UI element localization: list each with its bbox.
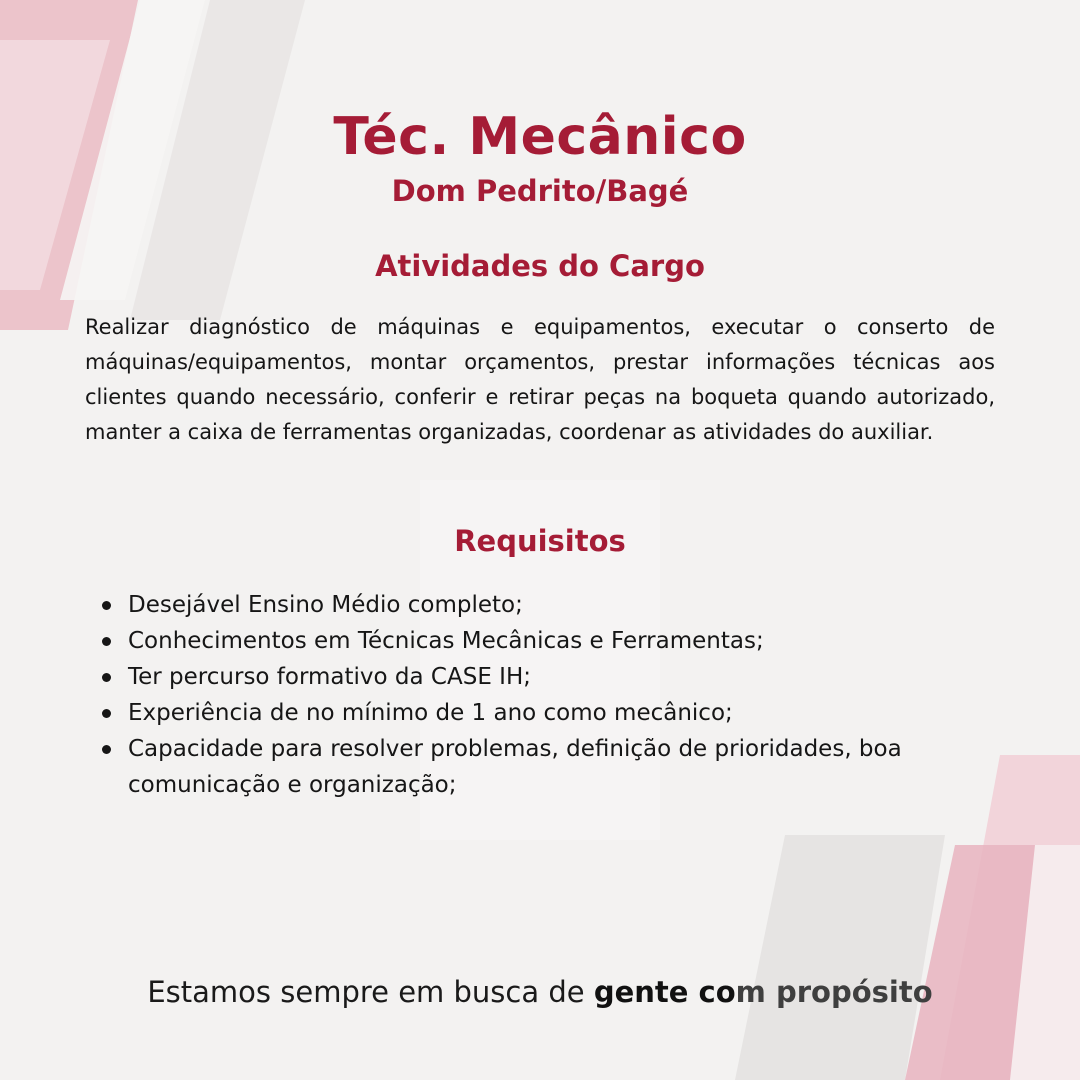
requirement-text: Ter percurso formativo da CASE IH; (128, 664, 531, 690)
job-location: Dom Pedrito/Bagé (391, 174, 689, 208)
requirement-text: Conhecimentos em Técnicas Mecânicas e Ferramentas; (128, 628, 764, 654)
activities-heading: Atividades do Cargo (375, 249, 705, 283)
bullet-dot-icon (102, 709, 111, 718)
bullet-dot-icon (102, 673, 111, 682)
footer-tagline (0, 968, 1080, 1016)
requirements-heading: Requisitos (454, 524, 626, 558)
requirement-item (100, 623, 1000, 659)
job-title: Téc. Mecânico (333, 107, 747, 167)
activities-description: Realizar diagnóstico de máquinas e equipamentos, executar o conserto de máquinas/equipamentos, montar orçamentos, prestar informações técnicas aos clientes quando necessário, conferir e retirar peças na boqueta quando autorizado, manter a caixa de ferramentas organizadas, coordenar as atividades do auxiliar. (85, 315, 995, 444)
bullet-dot-icon (102, 601, 111, 610)
requirement-text: Experiência de no mínimo de 1 ano como mecânico; (128, 700, 733, 726)
requirement-item (100, 731, 1000, 803)
requirement-item (100, 587, 1000, 623)
requirement-text: Capacidade para resolver problemas, definição de prioridades, boa comunicação e organização; (128, 736, 902, 798)
bullet-dot-icon (102, 745, 111, 754)
bullet-dot-icon (102, 637, 111, 646)
requirement-item (100, 659, 1000, 695)
requirement-item (100, 695, 1000, 731)
footer-tagline-bold-grey: m propósito (735, 975, 933, 1009)
requirement-text: Desejável Ensino Médio completo; (128, 592, 523, 618)
requirements-list (100, 587, 1000, 803)
footer-tagline-prefix: Estamos sempre em busca de (147, 975, 594, 1009)
footer-tagline-bold-dark: gente co (593, 975, 736, 1009)
